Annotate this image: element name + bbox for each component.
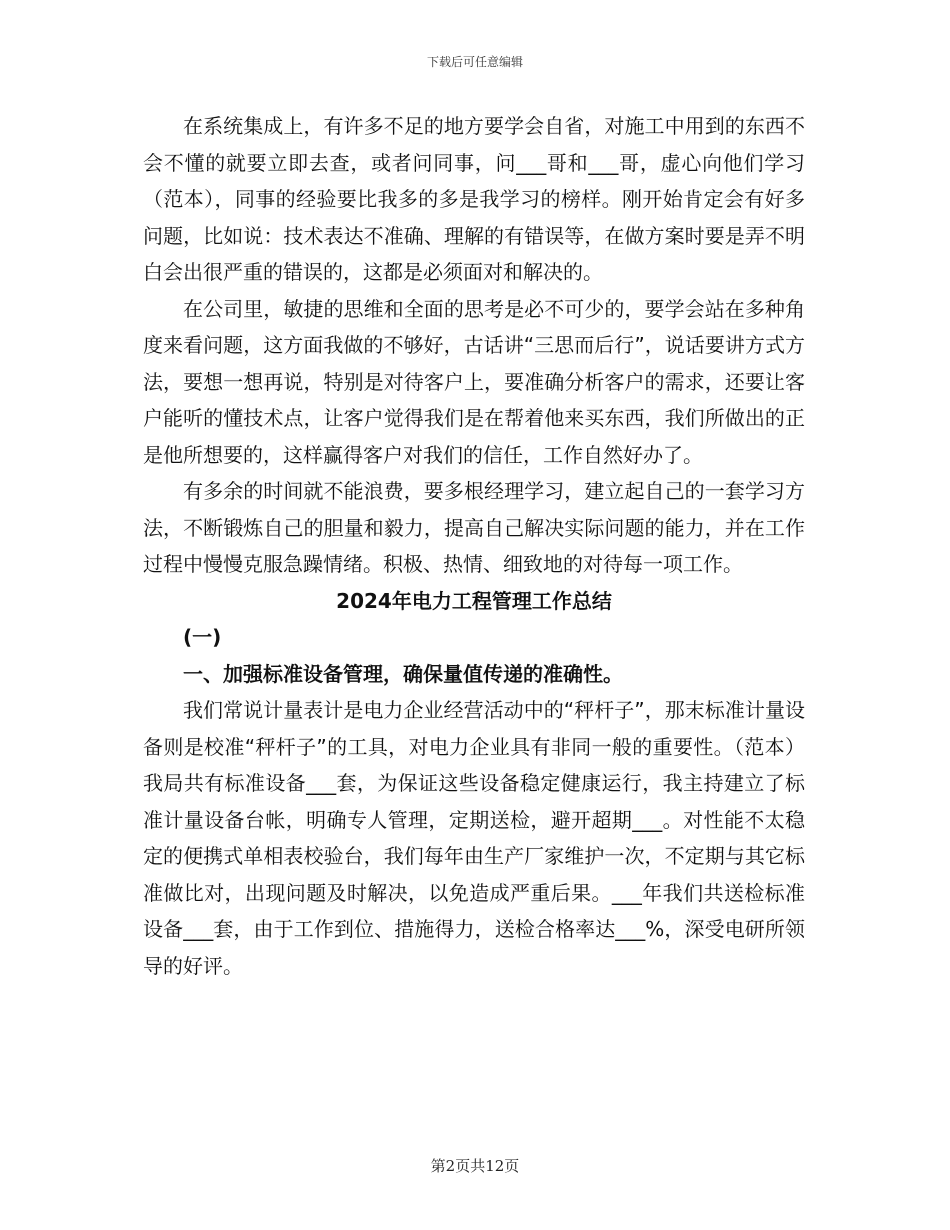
page-footer: 第2页共12页 [430,1157,520,1175]
section-title: 2024年电力工程管理工作总结 [336,588,612,613]
paragraph-2: 在公司里，敏捷的思维和全面的思考是必不可少的，要学会站在多种角度来看问题，这方面我做的不够好，古话讲“三思而后行”，说话要讲方式方法，要想一想再说，特别是对待客户上，要准确分析客户的需求，还要让客户能听的懂技术点，让客户觉得我们是在帮着他来买东西，我们所做出的正是他所想要的，这样赢得客户对我们的信任，工作自然好办了。 [143,296,805,467]
paragraph-3: 有多余的时间就不能浪费，要多根经理学习，建立起自己的一套学习方法，不断锻炼自己的胆量和毅力，提高自己解决实际问题的能力，并在工作过程中慢慢克服急躁情绪。积极、热情、细致地的对待每一项工作。 [143,479,805,576]
section-heading: 一、加强标准设备管理，确保量值传递的准确性。 [183,661,623,686]
document-body [143,108,805,984]
page-header: 下载后可任意编辑 [426,55,523,69]
section-part-label: (一) [183,625,222,649]
section-paragraph: 我们常说计量表计是电力企业经营活动中的“秤杆子”，那末标准计量设备则是校准“秤杆子”的工具，对电力企业具有非同一般的重要性。（范本）我局共有标准设备___套，为保证这些设备稳定健康运行，我主持建立了标准计量设备台帐，明确专人管理，定期送检，避开超期___。对性能不太稳定的便携式单相表校验台，我们每年由生产厂家维护一次，不定期与其它标准做比对，出现问题及时解决，以免造成严重后果。___年我们共送检标准设备___套，由于工作到位、措施得力，送检合格率达___%，深受电研所领导的好评。 [143,698,805,978]
paragraph-1: 在系统集成上，有许多不足的地方要学会自省，对施工中用到的东西不会不懂的就要立即去查，或者问同事，问___哥和___哥，虚心向他们学习（范本），同事的经验要比我多的多是我学习的榜样。刚开始肯定会有好多问题，比如说：技术表达不准确、理解的有错误等，在做方案时要是弄不明白会出很严重的错误的，这都是必须面对和解决的。 [143,114,805,284]
